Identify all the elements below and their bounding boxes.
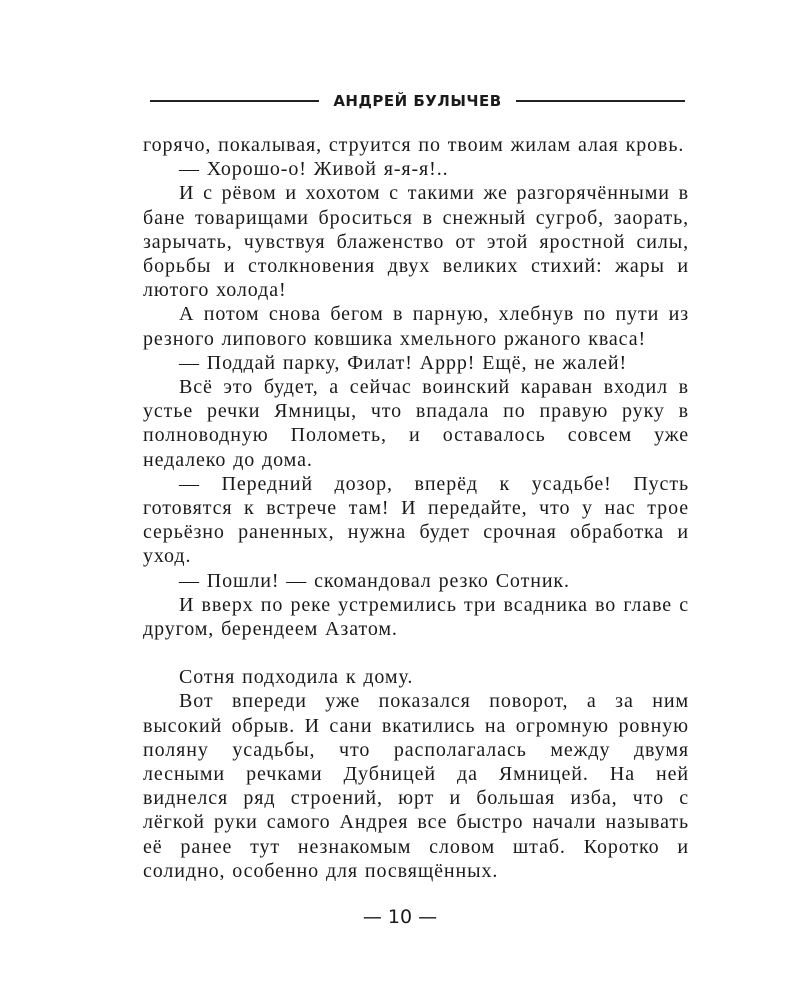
paragraph: — Пошли! — скомандовал резко Сотник.	[179, 569, 570, 592]
paragraph: горячо, покалывая, струится по твоим жилам алая кровь.	[143, 134, 685, 156]
author-name: АНДРЕЙ БУЛЫЧЕВ	[333, 92, 502, 110]
paragraph: — Передний дозор, вперёд к усадьбе! Пусть готовятся к встрече там! И передайте, что у нас трое серьёзно раненных, нужна будет срочная обработка и уход.	[143, 472, 689, 568]
header-rule-left	[150, 100, 319, 102]
paragraph: И вверх по реке устремились три всадника во главе с другом, берендеем Азатом.	[143, 593, 689, 641]
page-body	[143, 133, 689, 883]
paragraph: Сотня подходила к дому.	[179, 666, 414, 689]
paragraph: — Хорошо-о! Живой я-я-я!..	[179, 158, 449, 181]
header-rule-right	[516, 100, 685, 102]
running-header	[150, 92, 685, 110]
paragraph: А потом снова бегом в парную, хлебнув по пути из резного липового ковшика хмельного ржаного кваса!	[143, 303, 689, 350]
paragraph: И с рёвом и хохотом с такими же разгорячёнными в бане товарищами броситься в снежный сугроб, заорать, зарычать, чувствуя блаженство от этой яростной силы, борьбы и столкновения двух великих стихий: жары и лютого холода!	[143, 182, 689, 302]
paragraph: — Поддай парку, Филат! Аррр! Ещё, не жалей!	[179, 351, 628, 374]
section-break	[143, 641, 689, 665]
paragraph: Вот впереди уже показался поворот, а за ним высокий обрыв. И сани вкатились на огромную ровную поляну усадьбы, что располагалась между двумя лесными речками Дубницей да Ямницей. На ней виднелся ряд строений, юрт и большая изба, что с лёгкой руки самого Андрея все быстро начали называть её ранее тут незнакомым словом штаб. Коротко и солидно, особенно для посвящённых.	[143, 690, 689, 882]
paragraph: Всё это будет, а сейчас воинский караван входил в устье речки Ямницы, что впадала по правую руку в полноводную Полометь, и оставалось совсем уже недалеко до дома.	[143, 376, 689, 471]
page-number: — 10 —	[362, 906, 438, 928]
